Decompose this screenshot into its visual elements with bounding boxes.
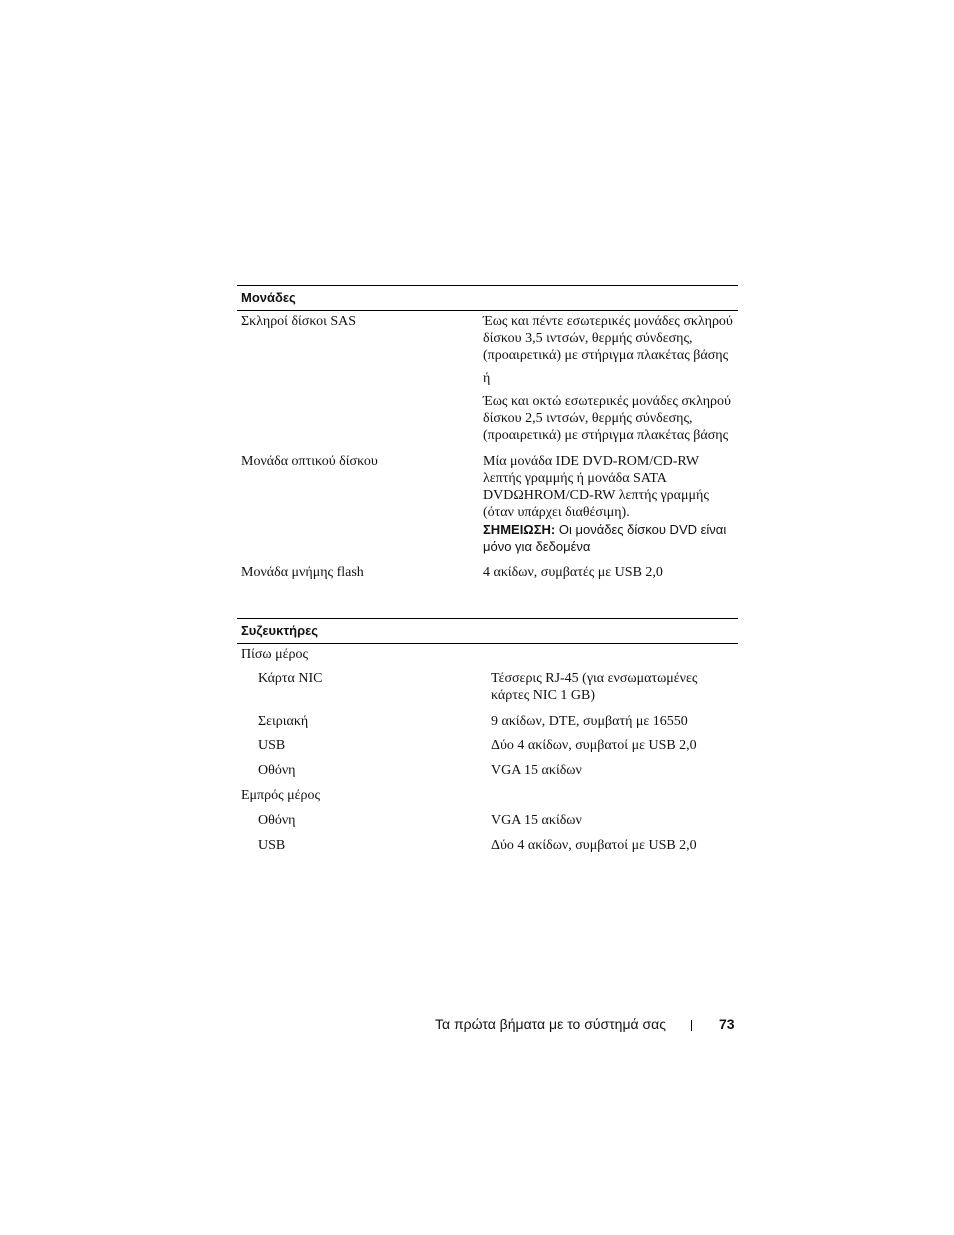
drives-section-header: [237, 285, 738, 311]
rear-group-label: Πίσω μέρος: [241, 647, 309, 662]
rear-serial-label: Σειριακή: [258, 714, 309, 729]
front-video-value: VGA 15 ακίδων: [491, 813, 582, 828]
note-text: Οι μονάδες δίσκου DVD είναι μόνο για δεδομένα: [483, 522, 727, 554]
front-usb-label: USB: [258, 838, 286, 853]
sas-drives-or: ή: [483, 371, 491, 386]
footer-title: Τα πρώτα βήματα με το σύστημά σας: [435, 1016, 666, 1032]
page-footer: [0, 1014, 954, 1036]
rear-video-label: Οθόνη: [258, 763, 296, 778]
drives-section-title: Μονάδες: [241, 290, 296, 305]
front-usb-value: Δύο 4 ακίδων, συμβατοί με USB 2,0: [491, 838, 697, 853]
page-number: 73: [719, 1016, 735, 1032]
optical-drive-value: [483, 453, 738, 555]
sas-drives-label: Σκληροί δίσκοι SAS: [241, 314, 357, 329]
front-group-label: Εμπρός μέρος: [241, 788, 321, 803]
flash-drive-value: 4 ακίδων, συμβατές με USB 2,0: [483, 565, 663, 580]
sas-drives-value: [483, 313, 738, 444]
rear-serial-value: 9 ακίδων, DTE, συμβατή με 16550: [491, 714, 688, 729]
front-video-label: Οθόνη: [258, 813, 296, 828]
footer-separator: [691, 1020, 692, 1031]
optical-drive-description: Μία μονάδα IDE DVD-ROM/CD-RW λεπτής γραμμής ή μονάδα SATA DVDΩHROM/CD-RW λεπτής γραμμής (όταν υπάρχει διαθέσιμη).: [483, 454, 709, 520]
note-label: ΣΗΜΕΙΩΣΗ:: [483, 522, 556, 537]
flash-drive-label: Μονάδα μνήμης flash: [241, 565, 364, 580]
rear-nic-value: Τέσσερις RJ-45 (για ενσωματωμένες κάρτες NIC 1 GB): [491, 671, 698, 703]
rear-nic-label: Κάρτα NIC: [258, 671, 323, 686]
sas-drives-option-1: Έως και πέντε εσωτερικές μονάδες σκληρού δίσκου 3,5 ιντσών, θερμής σύνδεσης, (προαιρετικά) με στήριγμα πλακέτας βάσης: [483, 314, 733, 363]
rear-usb-label: USB: [258, 738, 286, 753]
optical-drive-label: Μονάδα οπτικού δίσκου: [241, 454, 378, 469]
sas-drives-option-2: Έως και οκτώ εσωτερικές μονάδες σκληρού δίσκου 2,5 ιντσών, θερμής σύνδεσης, (προαιρετικά) με στήριγμα πλακέτας βάσης: [483, 394, 731, 443]
rear-video-value: VGA 15 ακίδων: [491, 763, 582, 778]
connectors-section-title: Συζευκτήρες: [241, 623, 319, 638]
connectors-section-header: [237, 618, 738, 644]
rear-usb-value: Δύο 4 ακίδων, συμβατοί με USB 2,0: [491, 738, 697, 753]
optical-drive-note: [483, 521, 738, 555]
drives-section: [237, 285, 738, 580]
connectors-section: [237, 618, 738, 853]
